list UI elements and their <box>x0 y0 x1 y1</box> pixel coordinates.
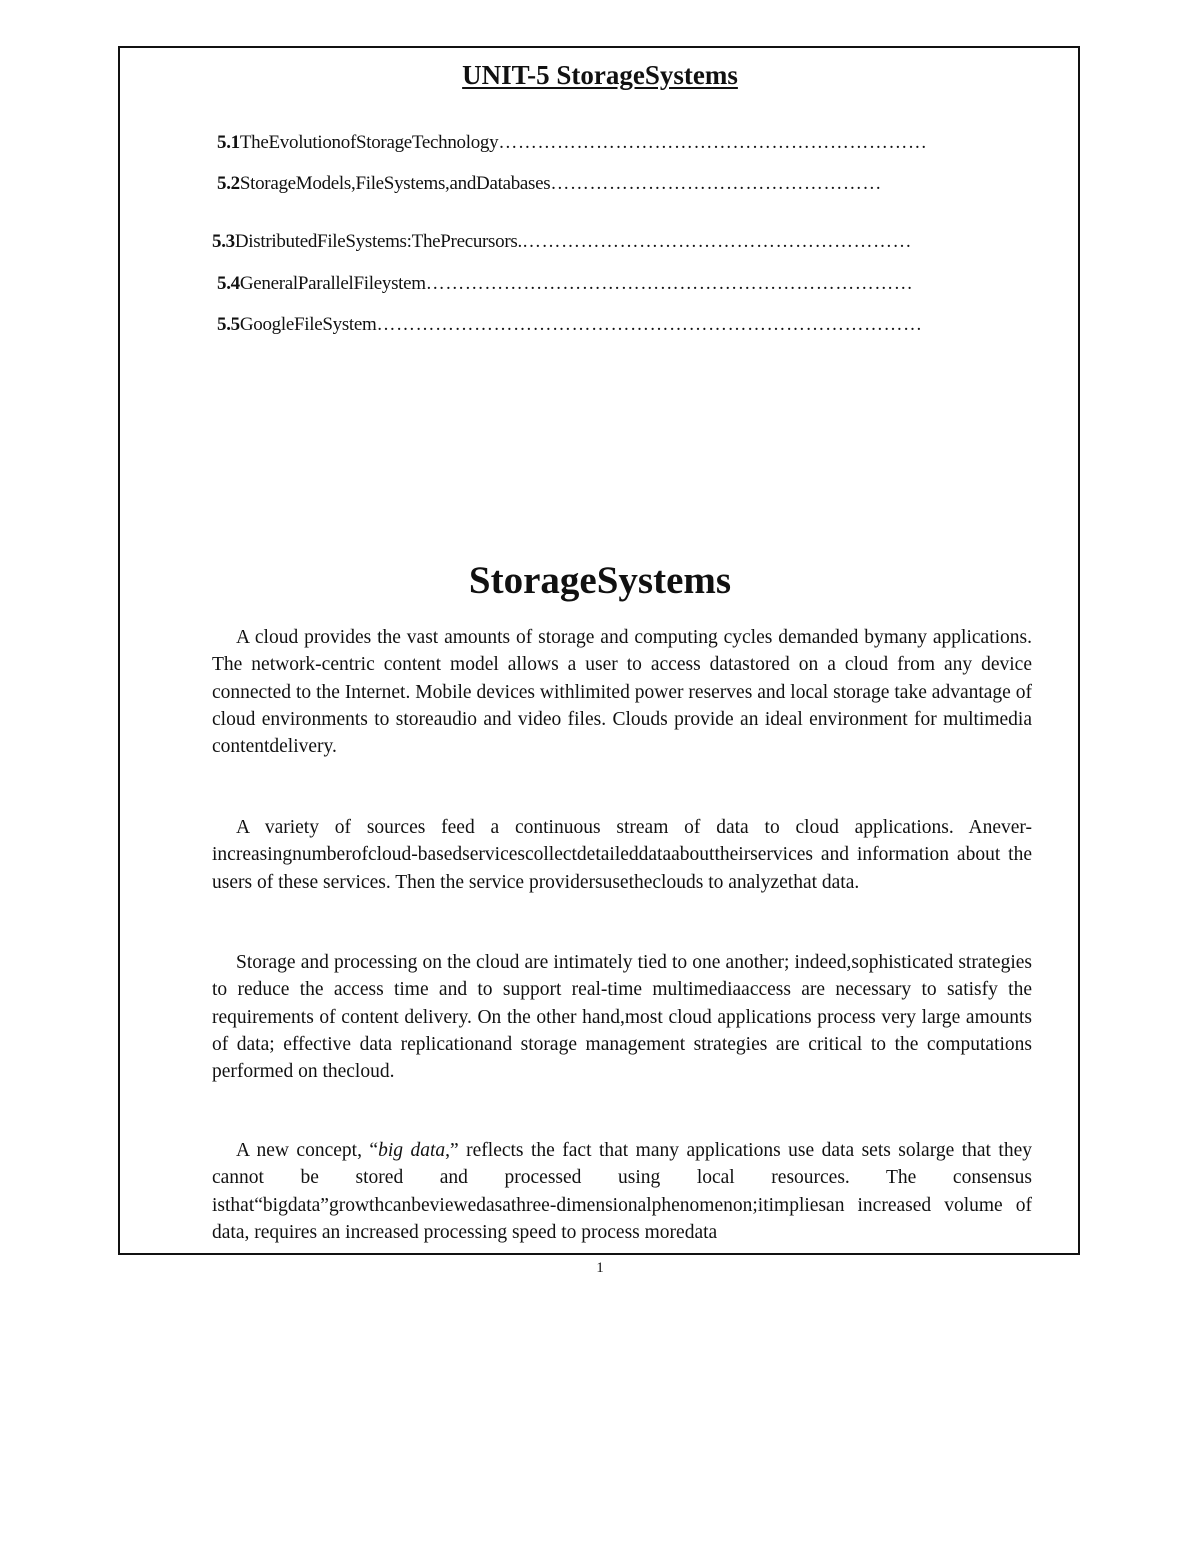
toc-item-number: 5.1 <box>217 132 240 153</box>
toc-item <box>212 231 912 253</box>
section-title: StorageSystems <box>468 559 732 602</box>
toc-item-leader: ………………………………………………………………… <box>425 273 914 294</box>
page-number: 1 <box>596 1260 604 1276</box>
toc-item-title: GeneralParallelFileystem <box>239 273 426 294</box>
body-paragraph <box>212 624 1032 760</box>
toc-item <box>217 314 923 336</box>
emphasis-text: big data <box>378 1140 446 1161</box>
toc-item-number: 5.5 <box>217 314 240 335</box>
toc-item <box>217 173 882 195</box>
paragraph-text: A cloud provides the vast amounts of storage and computing cycles demanded bymany applications. The network-centric content model allows a user to access datastored on a cloud from any device connected to the Internet. Mobile devices withlimited power reserves and local storage take advantage of cloud environments to storeaudio and video files. Clouds provide an ideal environment for multimedia contentdelivery. <box>212 627 1032 758</box>
paragraph-text-end: ,” reflects the fact that many applications use data sets solarge that they cannot be stored and processed using local resources. The consensus isthat“bigdata”growthcanbeviewedasathree-dimensionalphenomenon;itimpliesan increased volume of data, requires an increased processing speed to process moredata <box>212 1140 1032 1243</box>
toc-item-leader: ………………………………………………………………………… <box>376 314 923 335</box>
toc-item-number: 5.3 <box>212 231 235 252</box>
toc-item-title: GoogleFileSystem <box>239 314 377 335</box>
body-paragraph <box>212 1137 1032 1246</box>
table-of-contents <box>0 0 1200 360</box>
toc-item-leader: …………………………………………… <box>550 173 882 194</box>
paragraph-text: A variety of sources feed a continuous stream of data to cloud applications. Anever-increasingnumberofcloud-basedservicescollectdetaileddataabouttheirservices and information about the users of these services. Then the service providersusetheclouds to analyzethat data. <box>212 817 1032 893</box>
toc-item-leader: ………………………………………………………… <box>498 132 928 153</box>
toc-item-title: StorageModels,FileSystems,andDatabases <box>239 173 551 194</box>
paragraph-text-start: A new concept, “ <box>236 1140 379 1161</box>
body-paragraph <box>212 814 1032 896</box>
toc-item-number: 5.4 <box>217 273 240 294</box>
paragraph-text: Storage and processing on the cloud are intimately tied to one another; indeed,sophisticated strategies to reduce the access time and to support real-time multimediaaccess are necessary to satisfy the requirements of content delivery. On the other hand,most cloud applications process very large amounts of data; effective data replicationand storage management strategies are critical to the computations performed on thecloud. <box>212 952 1032 1083</box>
toc-item <box>217 132 927 154</box>
toc-item-title: TheEvolutionofStorageTechnology <box>239 132 499 153</box>
toc-item <box>217 273 913 295</box>
unit-title: UNIT-5 StorageSystems <box>462 60 738 90</box>
toc-item-title: DistributedFileSystems:ThePrecursors. <box>234 231 522 252</box>
toc-item-leader: …………………………………………………… <box>521 231 912 252</box>
body-paragraph <box>212 949 1032 1085</box>
toc-item-number: 5.2 <box>217 173 240 194</box>
